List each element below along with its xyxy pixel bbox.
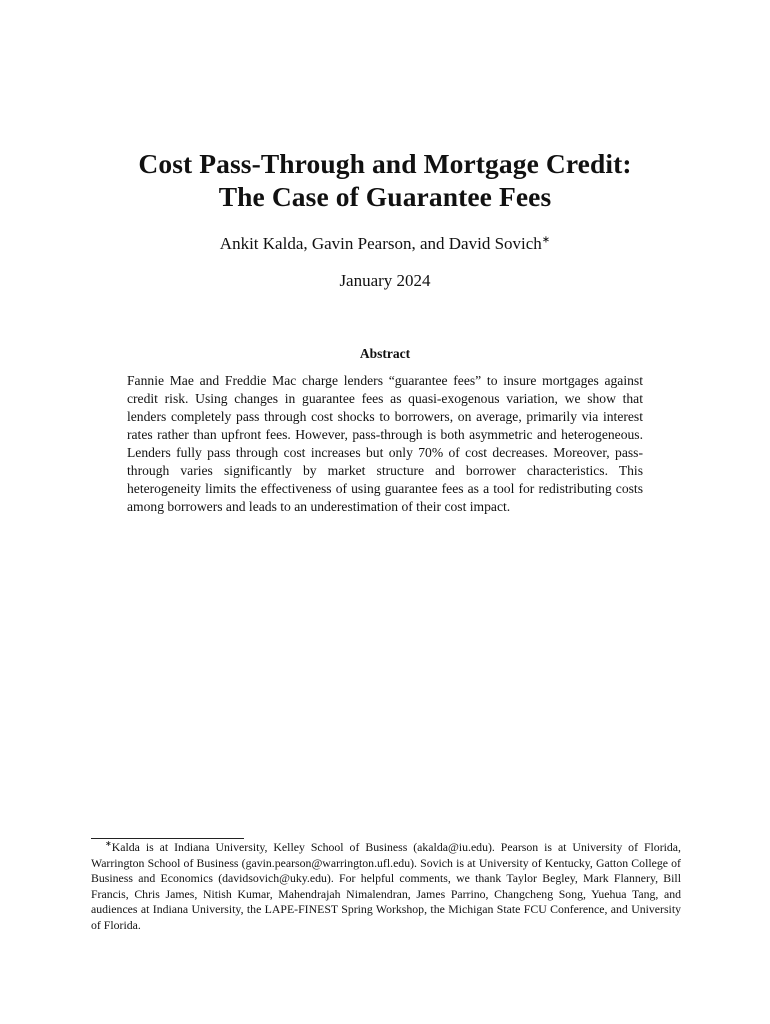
paper-title-line-1: Cost Pass-Through and Mortgage Credit:	[138, 148, 632, 179]
publication-date: January 2024	[339, 271, 431, 290]
footnote	[91, 840, 681, 934]
author-list	[0, 233, 770, 255]
footnote-divider	[91, 838, 244, 839]
paper-title-line-2: The Case of Guarantee Fees	[218, 181, 552, 212]
author-names: Ankit Kalda, Gavin Pearson, and David Sovich	[219, 234, 542, 253]
abstract-text: Fannie Mae and Freddie Mac charge lenders “guarantee fees” to insure mortgages against credit risk. Using changes in guarantee fees as quasi-exogenous variation, we show that lenders completely pass through cost shocks to borrowers, on average, primarily via interest rates rather than upfront fees. However, pass-through is both asymmetric and heterogeneous. Lenders fully pass through cost increases but only 70% of cost decreases. Moreover, pass-through varies significantly by market structure and borrower characteristics. This heterogeneity limits the effectiveness of using guarantee fees as a tool for redistributing costs among borrowers and leads to an underestimation of their cost impact.	[127, 373, 643, 514]
author-footnote-mark: ∗	[541, 234, 551, 246]
footnote-text: Kalda is at Indiana University, Kelley School of Business (akalda@iu.edu). Pearson is at University of Florida, Warrington School of Business (gavin.pearson@warrington.ufl.edu). Sovich is at University of Kentucky, Gatton College of Business and Economics (davidsovich@uky.edu). For helpful comments, we thank Taylor Begley, Mark Flannery, Bill Francis, Chris James, Nitish Kumar, Mahendrajah Nimalendran, James Parrino, Changcheng Song, Yuehua Tang, and audiences at Indiana University, the LAPE-FINEST Spring Workshop, the Michigan State FCU Conference, and University of Florida.	[91, 840, 681, 932]
abstract-heading: Abstract	[359, 346, 411, 361]
paper-title	[0, 147, 770, 213]
footnote-mark: ∗	[105, 839, 112, 849]
